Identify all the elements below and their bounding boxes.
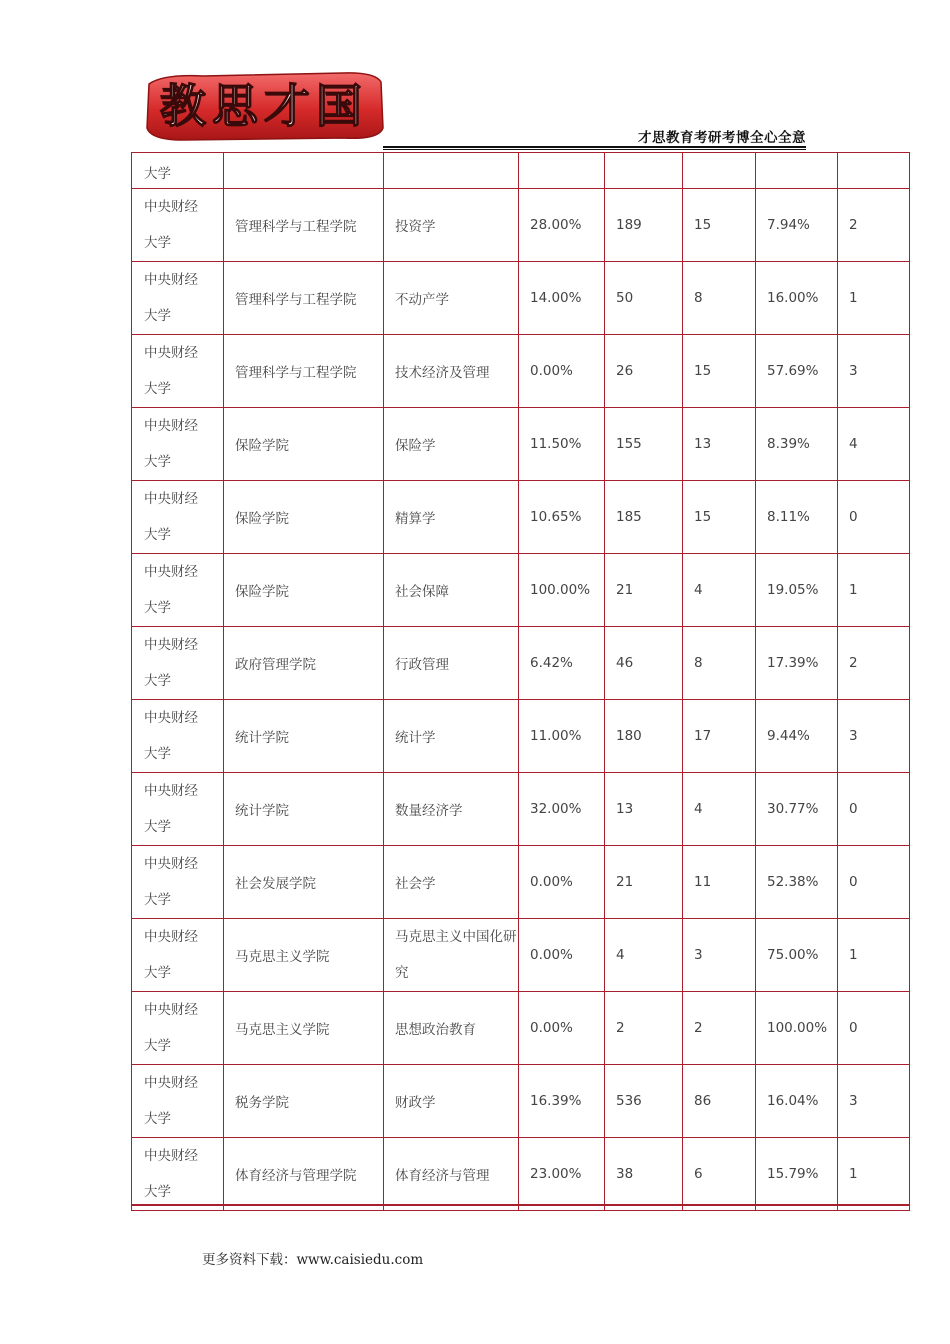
table-bottom-border [131,1204,909,1206]
ratio-cell: 52.38% [756,846,838,919]
table-row [132,700,910,773]
admitted-cell: 8 [683,627,756,700]
major-cell: 统计学 [384,700,519,773]
university-cell [132,773,224,846]
admitted-cell: 4 [683,773,756,846]
ratio-cell: 19.05% [756,554,838,627]
ratio-cell: 15.79% [756,1138,838,1211]
university-cell [132,700,224,773]
ratio-cell: 30.77% [756,773,838,846]
admitted-cell: 15 [683,335,756,408]
extra-cell: 1 [838,919,910,992]
university-line: 中央财经 [144,418,198,434]
table-row [132,262,910,335]
university-line: 大学 [144,454,171,470]
footer-download-link[interactable]: 更多资料下载：www.caisiedu.com [202,1252,424,1268]
school-cell: 税务学院 [224,1065,384,1138]
university-cell: 大学 [132,153,224,189]
university-cell [132,554,224,627]
applicants-cell: 46 [605,627,683,700]
rate-cell: 0.00% [519,846,605,919]
university-line: 大学 [144,819,171,835]
university-line: 中央财经 [144,345,198,361]
major-cell: 保险学 [384,408,519,481]
table-row [132,773,910,846]
school-cell [224,153,384,189]
major-cell: 数量经济学 [384,773,519,846]
university-line: 中央财经 [144,1002,198,1018]
university-line: 大学 [144,1038,171,1054]
university-line: 中央财经 [144,1075,198,1091]
university-line: 中央财经 [144,199,198,215]
rate-cell: 14.00% [519,262,605,335]
extra-cell [838,153,910,189]
rate-cell: 32.00% [519,773,605,846]
table-row [132,919,910,992]
university-cell [132,1065,224,1138]
table-row [132,408,910,481]
university-line: 中央财经 [144,856,198,872]
university-cell [132,189,224,262]
table-row [132,481,910,554]
school-cell: 管理科学与工程学院 [224,262,384,335]
applicants-cell: 2 [605,992,683,1065]
university-line: 中央财经 [144,272,198,288]
applicants-cell: 21 [605,554,683,627]
major-cell: 思想政治教育 [384,992,519,1065]
university-line: 大学 [144,235,171,251]
table-row [132,1065,910,1138]
ratio-cell: 7.94% [756,189,838,262]
university-line: 中央财经 [144,783,198,799]
table-row [132,153,910,189]
rate-cell: 28.00% [519,189,605,262]
rate-cell: 11.00% [519,700,605,773]
header-rule-thin [383,149,806,150]
school-cell: 保险学院 [224,554,384,627]
rate-cell: 100.00% [519,554,605,627]
extra-cell: 2 [838,189,910,262]
university-cell [132,627,224,700]
admitted-cell: 8 [683,262,756,335]
major-cell: 体育经济与管理 [384,1138,519,1211]
ratio-cell: 9.44% [756,700,838,773]
extra-cell: 0 [838,481,910,554]
ratio-cell: 100.00% [756,992,838,1065]
major-cell: 行政管理 [384,627,519,700]
university-line: 大学 [144,308,171,324]
table-row [132,335,910,408]
major-cell: 精算学 [384,481,519,554]
table-row [132,627,910,700]
university-line: 中央财经 [144,564,198,580]
major-cell: 投资学 [384,189,519,262]
rate-cell: 0.00% [519,919,605,992]
ratio-cell: 17.39% [756,627,838,700]
university-line: 中央财经 [144,929,198,945]
extra-cell: 0 [838,992,910,1065]
major-cell: 不动产学 [384,262,519,335]
applicants-cell: 185 [605,481,683,554]
ratio-cell: 16.04% [756,1065,838,1138]
table-row [132,992,910,1065]
rate-cell: 0.00% [519,992,605,1065]
applicants-cell: 155 [605,408,683,481]
major-cell: 财政学 [384,1065,519,1138]
school-cell: 保险学院 [224,481,384,554]
major-cell: 社会保障 [384,554,519,627]
university-cell [132,919,224,992]
major-cell: 马克思主义中国化研究 [384,919,519,992]
university-line: 中央财经 [144,637,198,653]
university-cell [132,262,224,335]
university-line: 大学 [144,892,171,908]
school-cell: 社会发展学院 [224,846,384,919]
rate-cell: 10.65% [519,481,605,554]
school-cell: 体育经济与管理学院 [224,1138,384,1211]
applicants-cell: 13 [605,773,683,846]
admitted-cell: 2 [683,992,756,1065]
school-cell: 管理科学与工程学院 [224,335,384,408]
extra-cell: 1 [838,262,910,335]
extra-cell: 0 [838,846,910,919]
extra-cell: 2 [838,627,910,700]
caisi-logo [143,70,385,142]
table-row [132,1138,910,1211]
admitted-cell: 17 [683,700,756,773]
applicants-cell: 4 [605,919,683,992]
university-cell [132,481,224,554]
table-row [132,189,910,262]
applicants-cell: 536 [605,1065,683,1138]
university-line: 中央财经 [144,491,198,507]
university-cell [132,846,224,919]
admission-table [131,152,910,1211]
admitted-cell: 15 [683,481,756,554]
admitted-cell: 15 [683,189,756,262]
applicants-cell [605,153,683,189]
major-cell [384,153,519,189]
university-line: 大学 [144,527,171,543]
extra-cell: 3 [838,1065,910,1138]
university-line: 中央财经 [144,710,198,726]
ratio-cell: 8.39% [756,408,838,481]
rate-cell: 16.39% [519,1065,605,1138]
extra-cell: 1 [838,554,910,627]
table-row [132,846,910,919]
university-line: 中央财经 [144,1148,198,1164]
school-cell: 政府管理学院 [224,627,384,700]
applicants-cell: 26 [605,335,683,408]
university-line: 大学 [144,381,171,397]
admitted-cell: 11 [683,846,756,919]
school-cell: 统计学院 [224,773,384,846]
applicants-cell: 21 [605,846,683,919]
major-cell: 社会学 [384,846,519,919]
applicants-cell: 180 [605,700,683,773]
school-cell: 管理科学与工程学院 [224,189,384,262]
extra-cell: 1 [838,1138,910,1211]
ratio-cell [756,153,838,189]
ratio-cell: 16.00% [756,262,838,335]
extra-cell: 3 [838,700,910,773]
rate-cell [519,153,605,189]
school-cell: 马克思主义学院 [224,919,384,992]
table-row [132,554,910,627]
university-line: 大学 [144,673,171,689]
extra-cell: 4 [838,408,910,481]
applicants-cell: 38 [605,1138,683,1211]
school-cell: 保险学院 [224,408,384,481]
major-cell: 技术经济及管理 [384,335,519,408]
school-cell: 马克思主义学院 [224,992,384,1065]
applicants-cell: 189 [605,189,683,262]
admitted-cell: 86 [683,1065,756,1138]
header-slogan: 才思教育考研考博全心全意 [638,130,806,146]
admitted-cell: 6 [683,1138,756,1211]
rate-cell: 0.00% [519,335,605,408]
extra-cell: 0 [838,773,910,846]
university-line: 大学 [144,1111,171,1127]
extra-cell: 3 [838,335,910,408]
logo-text: 教思才国 [160,79,368,133]
applicants-cell: 50 [605,262,683,335]
rate-cell: 23.00% [519,1138,605,1211]
university-line: 大学 [144,600,171,616]
university-cell [132,992,224,1065]
ratio-cell: 75.00% [756,919,838,992]
admitted-cell: 13 [683,408,756,481]
rate-cell: 6.42% [519,627,605,700]
ratio-cell: 57.69% [756,335,838,408]
admitted-cell: 4 [683,554,756,627]
rate-cell: 11.50% [519,408,605,481]
university-line: 大学 [144,965,171,981]
admitted-cell: 3 [683,919,756,992]
university-cell [132,1138,224,1211]
school-cell: 统计学院 [224,700,384,773]
ratio-cell: 8.11% [756,481,838,554]
header-rule [383,146,806,148]
university-line: 大学 [144,746,171,762]
admitted-cell [683,153,756,189]
university-cell [132,408,224,481]
university-line: 大学 [144,1184,171,1200]
university-cell [132,335,224,408]
